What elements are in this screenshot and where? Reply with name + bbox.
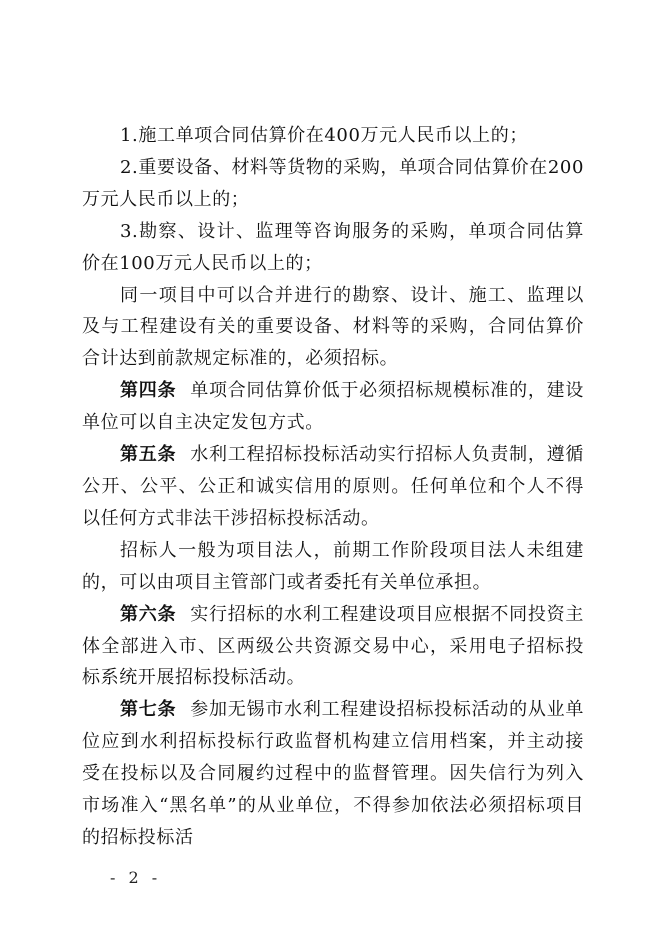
paragraph-text: 单项合同估算价低于必须招标规模标准的，建设单位可以自主决定发包方式。	[82, 380, 584, 434]
paragraph-text: 参加无锡市水利工程建设招标投标活动的从业单位应到水利招标投标行政监督机构建立信用档案，并主动接受在投标以及合同履约过程中的监督管理。因失信行为列入市场准入“黑名单”的从业单位，不得参加依法必须招标项目的招标投标活	[82, 699, 584, 848]
paragraph-item-1	[82, 120, 584, 152]
paragraph-text: 2.重要设备、材料等货物的采购，单项合同估算价在200万元人民币以上的；	[82, 156, 584, 210]
article-heading: 第七条	[120, 699, 177, 721]
article-6	[82, 599, 584, 695]
paragraph-combined-procurement	[82, 280, 584, 376]
paragraph-text: 3.勘察、设计、监理等咨询服务的采购，单项合同估算价在100万元人民币以上的；	[82, 220, 584, 274]
paragraph-text: 同一项目中可以合并进行的勘察、设计、施工、监理以及与工程建设有关的重要设备、材料等的采购，合同估算价合计达到前款规定标准的，必须招标。	[82, 284, 584, 370]
page-number: - 2 -	[110, 868, 162, 887]
paragraph-text: 招标人一般为项目法人，前期工作阶段项目法人未组建的，可以由项目主管部门或者委托有关单位承担。	[82, 539, 584, 593]
article-7	[82, 694, 584, 854]
paragraph-text: 水利工程招标投标活动实行招标人负责制，遵循公开、公平、公正和诚实信用的原则。任何单位和个人不得以任何方式非法干涉招标投标活动。	[82, 444, 584, 529]
article-4	[82, 375, 584, 439]
paragraph-text: 1.施工单项合同估算价在400万元人民币以上的；	[120, 125, 528, 146]
article-heading: 第四条	[120, 380, 177, 402]
paragraph-item-3	[82, 216, 584, 280]
article-heading: 第五条	[120, 444, 177, 466]
paragraph-text: 实行招标的水利工程建设项目应根据不同投资主体全部进入市、区两级公共资源交易中心，采用电子招标投标系统开展招标投标活动。	[82, 603, 584, 689]
document-body	[82, 120, 584, 854]
article-5	[82, 439, 584, 535]
paragraph-item-2	[82, 152, 584, 216]
paragraph-tenderer	[82, 535, 584, 599]
article-heading: 第六条	[120, 603, 177, 625]
